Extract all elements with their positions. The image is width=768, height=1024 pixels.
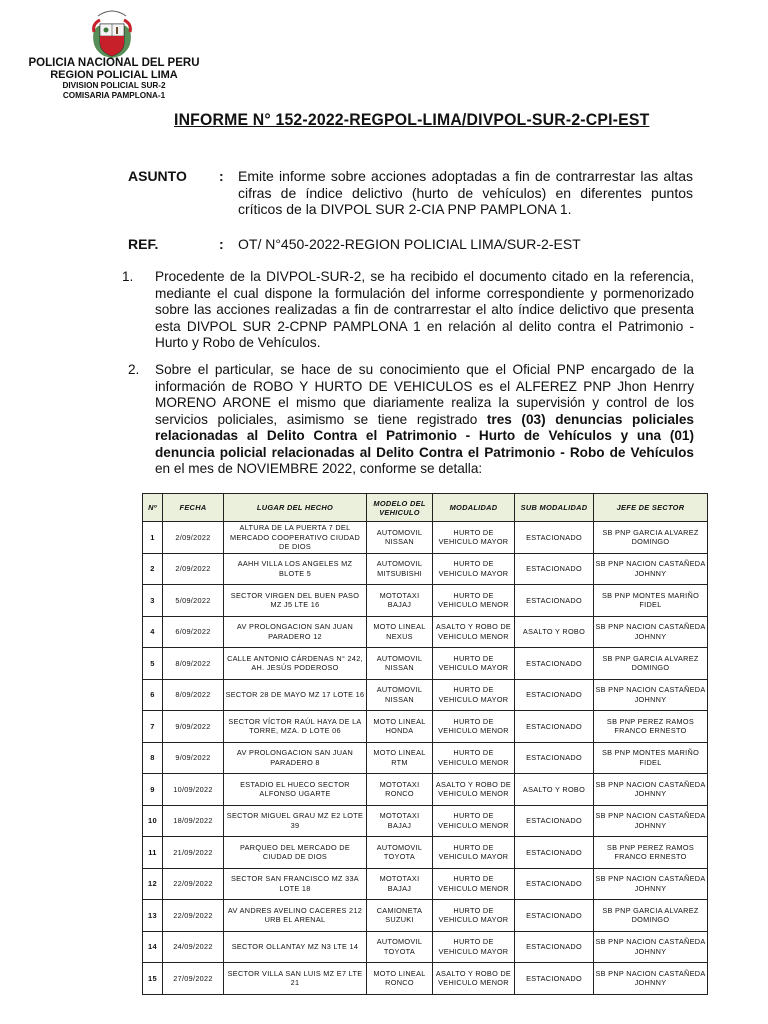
ref-label: REF. [128,236,159,252]
table-cell: HURTO DE VEHICULO MENOR [433,868,515,900]
table-cell: 6 [143,679,163,711]
paragraph-1-text: Procedente de la DIVPOL-SUR-2, se ha recibido el documento citado en la referencia, mediante el cual dispone la formulación del informe correspondiente y pormenorizado sobre las acciones realizadas a fin de contrarrestar el alto índice delictivo que presenta esta DIVPOL SUR 2-CPNP PAMPLONA 1 en relación al delito contra el Patrimonio - Hurto y Robo de Vehículos. [155,269,694,350]
table-cell: ESTACIONADO [515,742,594,774]
table-cell: 4 [143,616,163,648]
table-cell: 1 [143,522,163,554]
table-cell: ESTACIONADO [515,837,594,869]
table-cell: ASALTO Y ROBO DE VEHICULO MENOR [433,616,515,648]
table-cell: 11 [143,837,163,869]
table-cell: SECTOR MIGUEL GRAU MZ E2 LOTE 39 [224,805,367,837]
table-cell: ASALTO Y ROBO [515,616,594,648]
table-row [143,679,708,711]
institution-header [0,57,228,101]
header-cell: FECHA [163,494,224,522]
table-row [143,522,708,554]
table-cell: 22/09/2022 [163,868,224,900]
table-cell: ASALTO Y ROBO DE VEHICULO MENOR [433,774,515,806]
table-cell: MOTOTAXI BAJAJ [367,585,433,617]
table-cell: ESTACIONADO [515,553,594,585]
table-row [143,837,708,869]
table-cell: 7 [143,711,163,743]
table-cell: 13 [143,900,163,932]
table-cell: 9/09/2022 [163,711,224,743]
ref-colon: : [219,236,224,252]
table-header-row [143,494,708,522]
header-cell: SUB MODALIDAD [515,494,594,522]
paragraph-2-text-a: Sobre el particular, se hace de su conocimiento que el Oficial PNP encargado de la información de ROBO Y HURTO DE VEHICULOS es el ALFEREZ PNP Jhon Henrry MORENO ARONE el mismo que diariamente realiza la supervisión y control de los servicios policiales, asimismo se tiene registrado [155,362,694,427]
table-cell: AUTOMOVIL MITSUBISHI [367,553,433,585]
report-title: INFORME N° 152-2022-REGPOL-LIMA/DIVPOL-SUR-2-CPI-EST [174,110,650,129]
table-cell: MOTOTAXI RONCO [367,774,433,806]
table-cell: 12 [143,868,163,900]
table-cell: 5 [143,648,163,680]
table-cell: 2/09/2022 [163,553,224,585]
asunto-text: Emite informe sobre acciones adoptadas a fin de contrarrestar las altas cifras de índice delictivo (hurto de vehículos) en diferentes puntos críticos de la DIVPOL SUR 2-CIA PNP PAMPLONA 1. [238,168,693,217]
asunto-label: ASUNTO [128,168,187,184]
table-row [143,931,708,963]
table-cell: AAHH VILLA LOS ANGELES MZ BLOTE 5 [224,553,367,585]
paragraph-2-text-bold: tres (03) denuncias policiales relacionadas al Delito Contra el Patrimonio - Hurto de Vehículos y una (01) denuncia policial relacionadas al Delito Contra el Patrimonio - Robo de Vehículos [155,411,694,460]
table-cell: AUTOMOVIL TOYOTA [367,837,433,869]
table-cell: 27/09/2022 [163,963,224,995]
table-cell: PARQUEO DEL MERCADO DE CIUDAD DE DIOS [224,837,367,869]
table-cell: SECTOR VÍCTOR RAÚL HAYA DE LA TORRE, MZA. D LOTE 06 [224,711,367,743]
paragraph-2-text [155,362,694,478]
table-cell: HURTO DE VEHICULO MENOR [433,585,515,617]
table-cell: HURTO DE VEHICULO MAYOR [433,837,515,869]
table-cell: AUTOMOVIL NISSAN [367,648,433,680]
table-cell: 8/09/2022 [163,648,224,680]
table-cell: HURTO DE VEHICULO MAYOR [433,679,515,711]
table-row [143,868,708,900]
table-cell: ESTACIONADO [515,805,594,837]
table-row [143,805,708,837]
institution-name: POLICIA NACIONAL DEL PERU [28,57,200,69]
table-cell: 2/09/2022 [163,522,224,554]
table-cell: AV PROLONGACION SAN JUAN PARADERO 12 [224,616,367,648]
table-cell: HURTO DE VEHICULO MAYOR [433,648,515,680]
table-cell: ESTACIONADO [515,868,594,900]
table-cell: 9 [143,774,163,806]
asunto-colon: : [219,168,224,184]
table-cell: 6/09/2022 [163,616,224,648]
header-cell: MODALIDAD [433,494,515,522]
table-row [143,616,708,648]
table-cell: SB PNP NACION CASTAÑEDA JOHNNY [594,553,708,585]
table-cell: 3 [143,585,163,617]
table-cell: SECTOR VIRGEN DEL BUEN PASO MZ J5 LTE 16 [224,585,367,617]
header-cell: MODELO DEL VEHICULO [367,494,433,522]
table-cell: SECTOR VILLA SAN LUIS MZ E7 LTE 21 [224,963,367,995]
table-cell: AUTOMOVIL NISSAN [367,679,433,711]
table-cell: SB PNP GARCIA ALVAREZ DOMINGO [594,900,708,932]
table-cell: ESTACIONADO [515,900,594,932]
table-cell: ASALTO Y ROBO [515,774,594,806]
table-cell: SB PNP PEREZ RAMOS FRANCO ERNESTO [594,711,708,743]
table-cell: MOTO LINEAL RTM [367,742,433,774]
division-name: DIVISION POLICIAL SUR-2 [62,81,166,90]
table-cell: ESTACIONADO [515,931,594,963]
table-cell: MOTOTAXI BAJAJ [367,805,433,837]
table-cell: AV ANDRES AVELINO CACERES 212 URB EL ARENAL [224,900,367,932]
table-cell: 15 [143,963,163,995]
table-row [143,648,708,680]
table-cell: SECTOR OLLANTAY MZ N3 LTE 14 [224,931,367,963]
table-cell: SB PNP NACION CASTAÑEDA JOHNNY [594,963,708,995]
table-cell: ESTADIO EL HUECO SECTOR ALFONSO UGARTE [224,774,367,806]
incidents-table [142,493,707,995]
region-name: REGION POLICIAL LIMA [50,69,178,81]
table-cell: SECTOR 28 DE MAYO MZ 17 LOTE 16 [224,679,367,711]
table-cell: ESTACIONADO [515,963,594,995]
table-cell: 8/09/2022 [163,679,224,711]
table-cell: HURTO DE VEHICULO MAYOR [433,931,515,963]
table-cell: SECTOR SAN FRANCISCO MZ 33A LOTE 18 [224,868,367,900]
table-cell: SB PNP NACION CASTAÑEDA JOHNNY [594,931,708,963]
table-cell: HURTO DE VEHICULO MAYOR [433,900,515,932]
table-row [143,963,708,995]
table-row [143,553,708,585]
table-cell: HURTO DE VEHICULO MENOR [433,711,515,743]
coat-of-arms-icon [88,8,136,60]
comisaria-name: COMISARIA PAMPLONA-1 [62,91,166,100]
table-cell: HURTO DE VEHICULO MAYOR [433,553,515,585]
ref-text: OT/ N°450-2022-REGION POLICIAL LIMA/SUR-2-EST [238,236,581,252]
table-cell: SB PNP PEREZ RAMOS FRANCO ERNESTO [594,837,708,869]
table-cell: 10 [143,805,163,837]
table-body [143,522,708,995]
table-cell: MOTO LINEAL NEXUS [367,616,433,648]
table-cell: HURTO DE VEHICULO MENOR [433,742,515,774]
table-cell: 2 [143,553,163,585]
paragraph-2-number: 2. [128,362,140,377]
table-cell: CAMIONETA SUZUKI [367,900,433,932]
table-cell: AUTOMOVIL NISSAN [367,522,433,554]
table-cell: AV PROLONGACION SAN JUAN PARADERO 8 [224,742,367,774]
table-cell: 24/09/2022 [163,931,224,963]
table-cell: SB PNP MONTES MARIÑO FIDEL [594,742,708,774]
header-cell: JEFE DE SECTOR [594,494,708,522]
paragraph-1-number: 1. [122,269,134,284]
table-cell: ALTURA DE LA PUERTA 7 DEL MERCADO COOPERATIVO CIUDAD DE DIOS [224,522,367,554]
table-cell: 8 [143,742,163,774]
table-row [143,742,708,774]
table-row [143,774,708,806]
table-cell: 10/09/2022 [163,774,224,806]
table-cell: 9/09/2022 [163,742,224,774]
table-cell: 22/09/2022 [163,900,224,932]
table-cell: 5/09/2022 [163,585,224,617]
header-cell: LUGAR DEL HECHO [224,494,367,522]
table-cell: ESTACIONADO [515,679,594,711]
table-cell: HURTO DE VEHICULO MAYOR [433,522,515,554]
table-cell: CALLE ANTONIO CÁRDENAS N° 242, AH. JESÚS PODEROSO [224,648,367,680]
table-cell: SB PNP NACION CASTAÑEDA JOHNNY [594,868,708,900]
table-cell: SB PNP NACION CASTAÑEDA JOHNNY [594,616,708,648]
table-cell: SB PNP NACION CASTAÑEDA JOHNNY [594,679,708,711]
header-cell: Nº [143,494,163,522]
table-cell: MOTOTAXI BAJAJ [367,868,433,900]
table-cell: ESTACIONADO [515,585,594,617]
table-cell: ESTACIONADO [515,648,594,680]
table-cell: MOTO LINEAL HONDA [367,711,433,743]
table-cell: ASALTO Y ROBO DE VEHICULO MENOR [433,963,515,995]
table-cell: AUTOMOVIL TOYOTA [367,931,433,963]
paragraph-2-text-b: en el mes de NOVIEMBRE 2022, conforme se detalla: [155,461,483,476]
table-cell: ESTACIONADO [515,522,594,554]
table-cell: ESTACIONADO [515,711,594,743]
table-row [143,585,708,617]
table-cell: MOTO LINEAL RONCO [367,963,433,995]
table-cell: SB PNP NACION CASTAÑEDA JOHNNY [594,774,708,806]
table-cell: SB PNP GARCIA ALVAREZ DOMINGO [594,522,708,554]
table-row [143,900,708,932]
table-row [143,711,708,743]
table-cell: HURTO DE VEHICULO MENOR [433,805,515,837]
table-cell: 21/09/2022 [163,837,224,869]
table-cell: SB PNP NACION CASTAÑEDA JOHNNY [594,805,708,837]
table-cell: SB PNP GARCIA ALVAREZ DOMINGO [594,648,708,680]
table-cell: 14 [143,931,163,963]
table-cell: SB PNP MONTES MARIÑO FIDEL [594,585,708,617]
table-cell: 18/09/2022 [163,805,224,837]
